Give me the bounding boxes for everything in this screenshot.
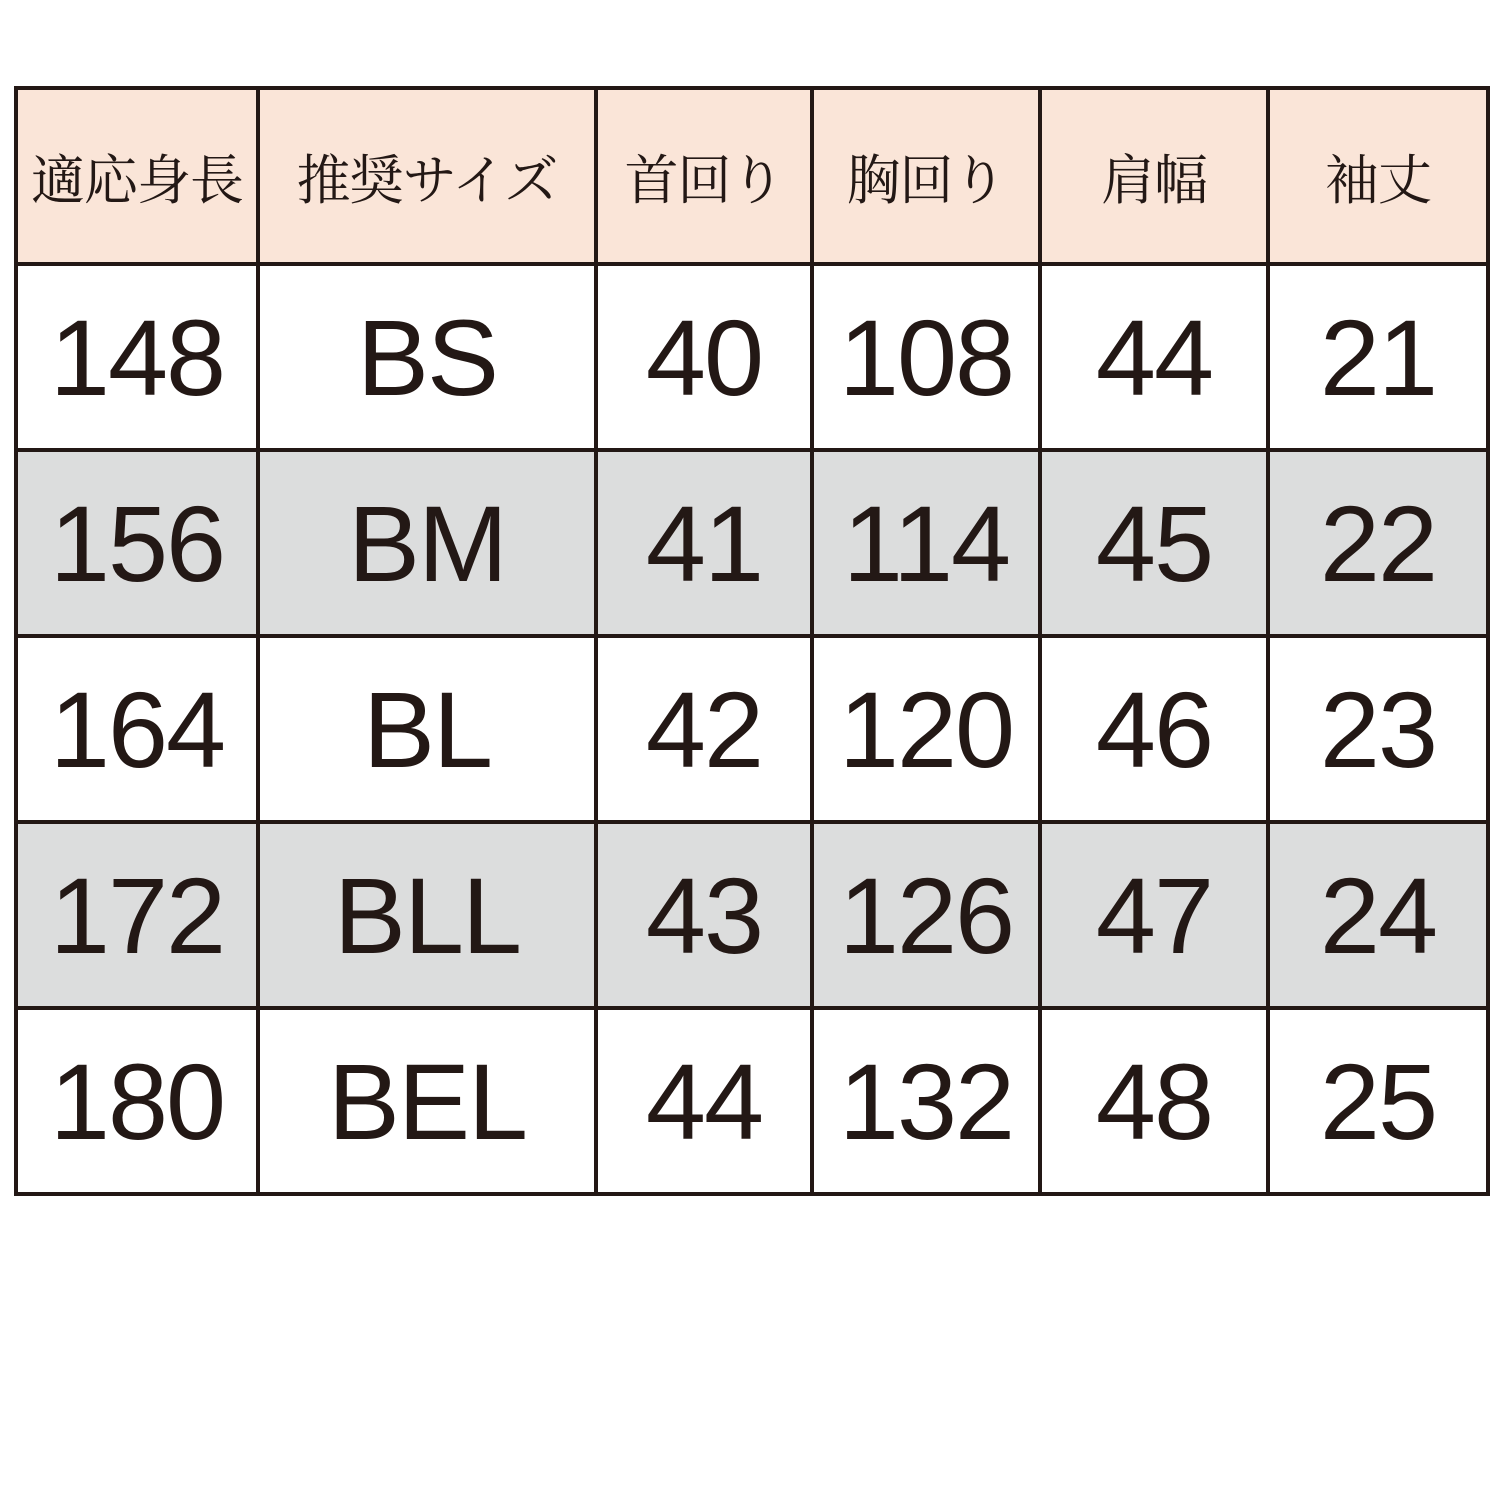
table-header-row <box>16 88 1488 264</box>
cell-neck: 43 <box>596 822 812 1008</box>
cell-size: BM <box>258 450 596 636</box>
size-chart-table <box>14 86 1490 1196</box>
cell-shoulder: 46 <box>1040 636 1268 822</box>
cell-size: BEL <box>258 1008 596 1194</box>
column-header-sleeve: 袖丈 <box>1268 88 1488 264</box>
cell-sleeve: 24 <box>1268 822 1488 1008</box>
cell-size: BLL <box>258 822 596 1008</box>
cell-size: BL <box>258 636 596 822</box>
table-row <box>16 1008 1488 1194</box>
table-row <box>16 450 1488 636</box>
table-row <box>16 636 1488 822</box>
cell-sleeve: 21 <box>1268 264 1488 450</box>
cell-height: 164 <box>16 636 258 822</box>
cell-neck: 41 <box>596 450 812 636</box>
cell-chest: 114 <box>812 450 1040 636</box>
cell-sleeve: 25 <box>1268 1008 1488 1194</box>
cell-height: 156 <box>16 450 258 636</box>
cell-chest: 108 <box>812 264 1040 450</box>
column-header-size: 推奨サイズ <box>258 88 596 264</box>
column-header-height: 適応身長 <box>16 88 258 264</box>
cell-size: BS <box>258 264 596 450</box>
cell-shoulder: 47 <box>1040 822 1268 1008</box>
cell-shoulder: 48 <box>1040 1008 1268 1194</box>
table-row <box>16 822 1488 1008</box>
cell-height: 172 <box>16 822 258 1008</box>
cell-height: 180 <box>16 1008 258 1194</box>
cell-neck: 44 <box>596 1008 812 1194</box>
table-row <box>16 264 1488 450</box>
table-body <box>16 264 1488 1194</box>
column-header-neck: 首回り <box>596 88 812 264</box>
cell-chest: 120 <box>812 636 1040 822</box>
cell-chest: 126 <box>812 822 1040 1008</box>
table-header <box>16 88 1488 264</box>
cell-shoulder: 45 <box>1040 450 1268 636</box>
cell-sleeve: 22 <box>1268 450 1488 636</box>
cell-chest: 132 <box>812 1008 1040 1194</box>
size-chart-container <box>14 86 1486 1196</box>
column-header-shoulder: 肩幅 <box>1040 88 1268 264</box>
cell-height: 148 <box>16 264 258 450</box>
cell-shoulder: 44 <box>1040 264 1268 450</box>
column-header-chest: 胸回り <box>812 88 1040 264</box>
cell-neck: 40 <box>596 264 812 450</box>
cell-neck: 42 <box>596 636 812 822</box>
cell-sleeve: 23 <box>1268 636 1488 822</box>
